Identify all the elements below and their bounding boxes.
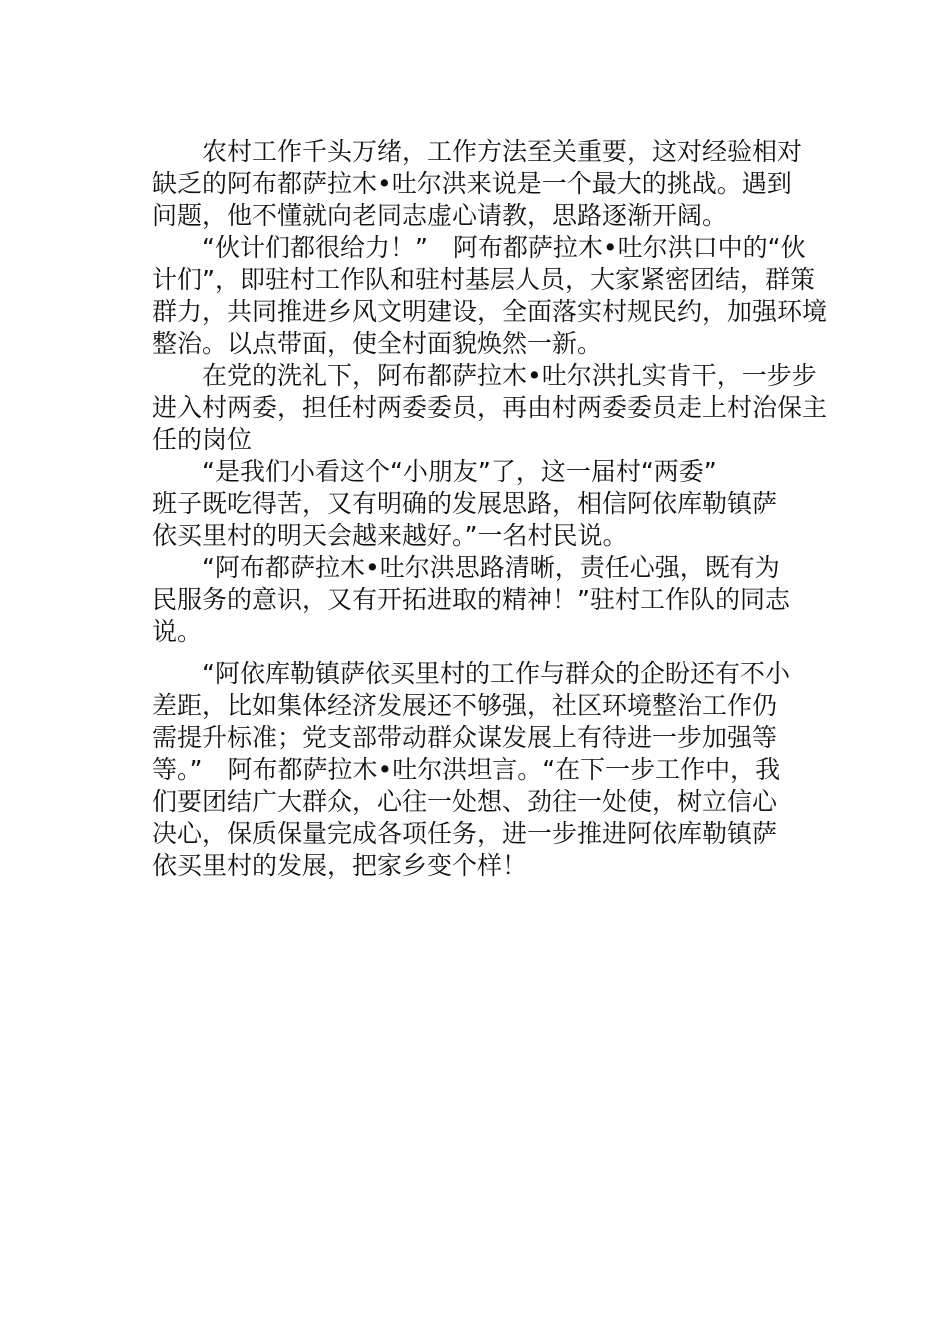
text-line: 农村工作千头万绪，工作方法至关重要，这对经验相对 <box>152 137 803 166</box>
text-line: “是我们小看这个“小朋友”了，这一届村“两委” <box>152 457 717 486</box>
text-line: 决心，保质保量完成各项任务，进一步推进阿依库勒镇萨 <box>152 819 778 848</box>
text-line: 说。 <box>152 617 203 646</box>
text-line: 班子既吃得苦，又有明确的发展思路，相信阿依库勒镇萨 <box>152 489 778 518</box>
text-line: 任的岗位 <box>152 425 253 454</box>
text-line: 群力，共同推进乡风文明建设，全面落实村规民约，加强环境 <box>152 297 828 326</box>
text-line: 整治。以点带面，使全村面貌焕然一新。 <box>152 329 603 358</box>
text-line: 进入村两委，担任村两委委员，再由村两委委员走上村治保主 <box>152 393 828 422</box>
text-line: 们要团结广大群众，心往一处想、劲往一处使，树立信心 <box>152 787 778 816</box>
article-body <box>152 136 842 882</box>
text-line: 缺乏的阿布都萨拉木•吐尔洪来说是一个最大的挑战。遇到 <box>152 169 792 198</box>
text-line: 计们”，即驻村工作队和驻村基层人员，大家紧密团结，群策 <box>152 265 815 294</box>
text-line: 依买里村的明天会越来越好。”一名村民说。 <box>152 521 628 550</box>
text-line: “阿依库勒镇萨依买里村的工作与群众的企盼还有不小 <box>152 659 790 688</box>
text-line: 需提升标准；党支部带动群众谋发展上有待进一步加强等 <box>152 723 778 752</box>
text-line: 民服务的意识，又有开拓进取的精神！”驻村工作队的同志 <box>152 585 790 614</box>
text-line: 依买里村的发展，把家乡变个样！ <box>152 851 528 880</box>
text-line: 问题，他不懂就向老同志虚心请教，思路逐渐开阔。 <box>152 201 728 230</box>
text-line: “阿布都萨拉木•吐尔洪思路清晰，责任心强，既有为 <box>152 553 780 582</box>
text-line: 在党的洗礼下，阿布都萨拉木•吐尔洪扎实肯干，一步步 <box>152 361 817 390</box>
text-line: 等。” 阿布都萨拉木•吐尔洪坦言。“在下一步工作中，我 <box>152 755 781 784</box>
text-line: “伙计们都很给力！” 阿布都萨拉木•吐尔洪口中的“伙 <box>152 233 806 262</box>
text-line: 差距，比如集体经济发展还不够强，社区环境整治工作仍 <box>152 691 778 720</box>
